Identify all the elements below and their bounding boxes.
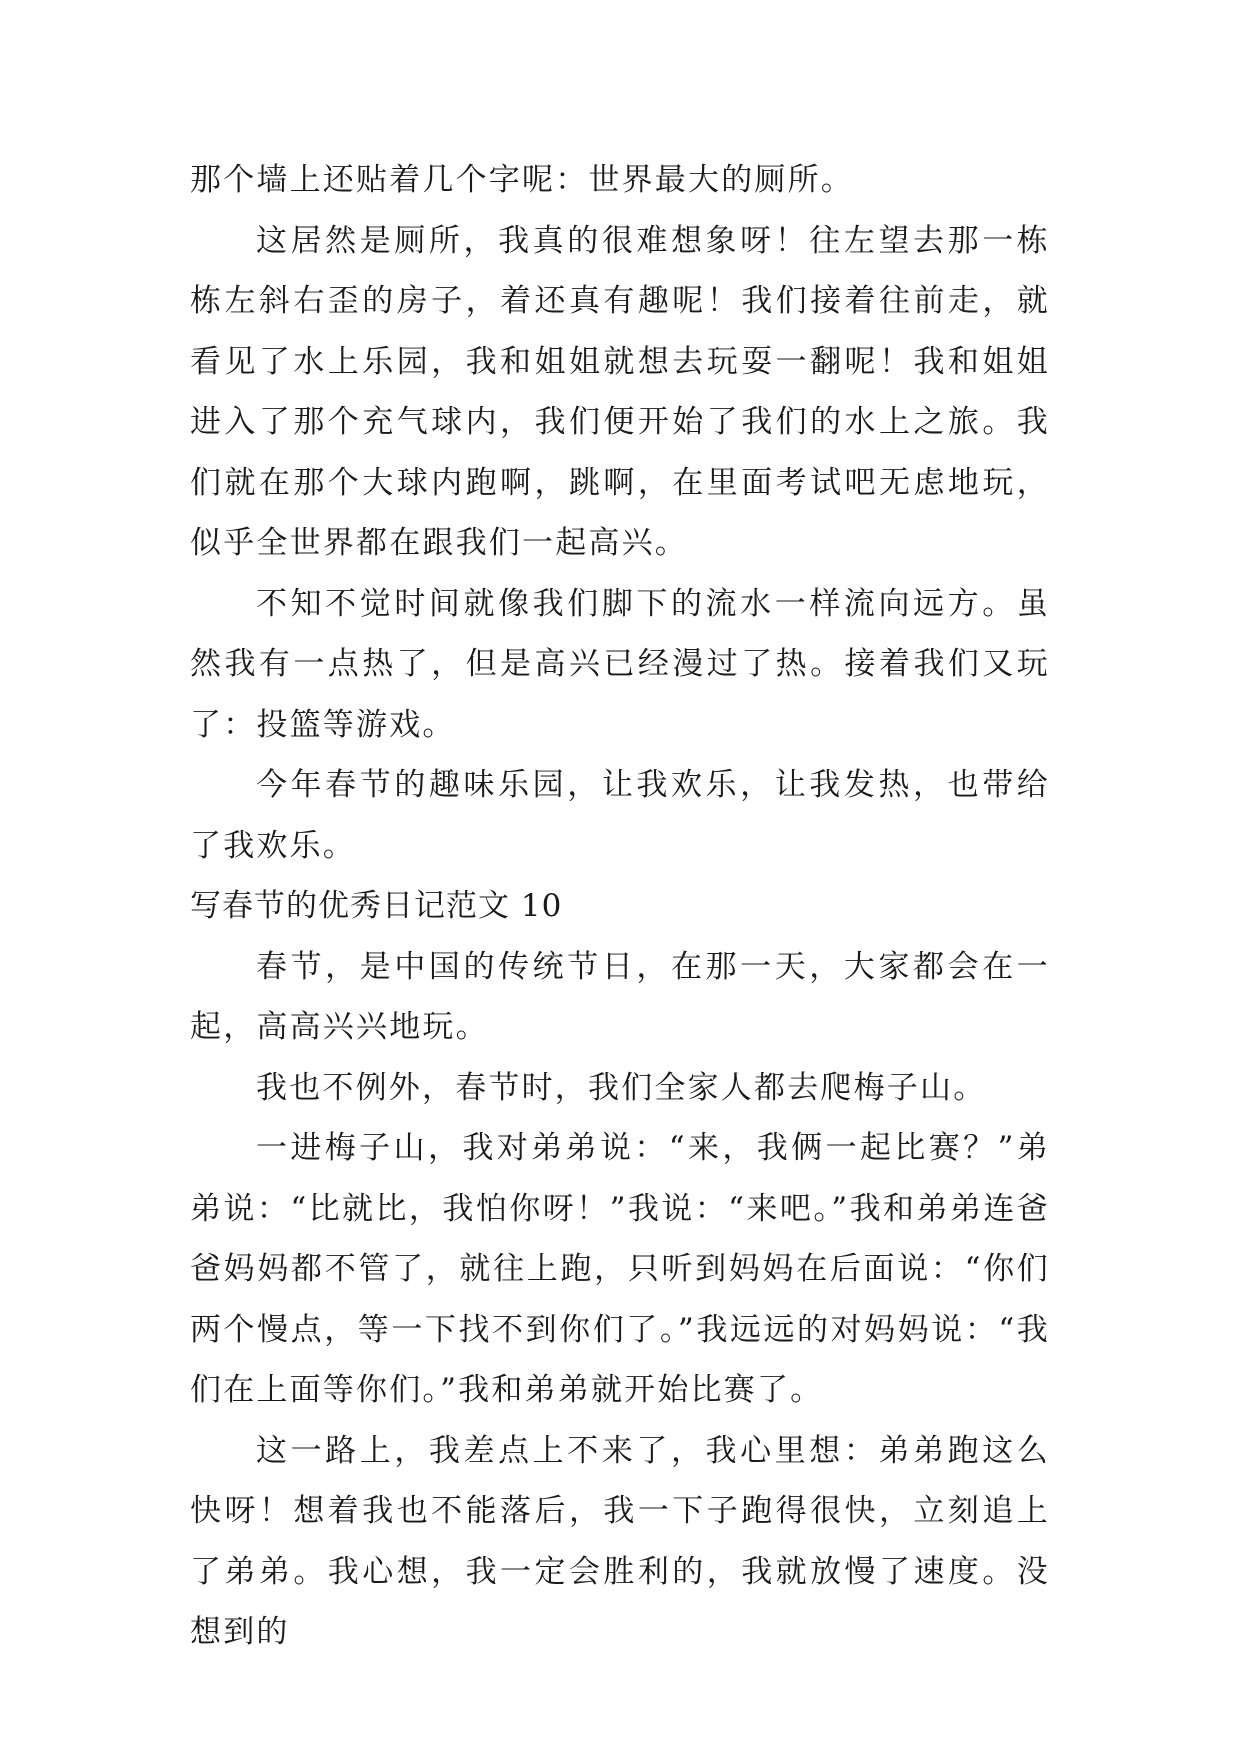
paragraph: 今年春节的趣味乐园，让我欢乐，让我发热，也带给了我欢乐。 <box>190 767 1050 864</box>
paragraph: 春节，是中国的传统节日，在那一天，大家都会在一起，高高兴兴地玩。 <box>190 948 1050 1045</box>
paragraph: 不知不觉时间就像我们脚下的流水一样流向远方。虽然我有一点热了，但是高兴已经漫过了热。接着我们又玩了：投篮等游戏。 <box>190 585 1050 743</box>
paragraph: 我也不例外，春节时，我们全家人都去爬梅子山。 <box>256 1069 987 1106</box>
paragraph: 一进梅子山，我对弟弟说：“来，我俩一起比赛？”弟弟说：“比就比，我怕你呀！”我说：“来吧。”我和弟弟连爸爸妈妈都不管了，就往上跑，只听到妈妈在后面说：“你们两个慢点，等一下找不到你们了。”我远远的对妈妈说：“我们在上面等你们。”我和弟弟就开始比赛了。 <box>190 1130 1050 1408</box>
body-text <box>190 150 1050 1663</box>
section-heading: 写春节的优秀日记范文 10 <box>190 888 563 924</box>
paragraph: 这居然是厕所，我真的很难想象呀！往左望去那一栋栋左斜右歪的房子，着还真有趣呢！我们接着往前走，就看见了水上乐园，我和姐姐就想去玩耍一翻呢！我和姐姐进入了那个充气球内，我们便开始了我们的水上之旅。我们就在那个大球内跑啊，跳啊，在里面考试吧无虑地玩，似乎全世界都在跟我们一起高兴。 <box>190 222 1050 561</box>
paragraph: 这一路上，我差点上不来了，我心里想：弟弟跑这么快呀！想着我也不能落后，我一下子跑得很快，立刻追上了弟弟。我心想，我一定会胜利的，我就放慢了速度。没想到的 <box>190 1432 1050 1650</box>
paragraph: 那个墙上还贴着几个字呢：世界最大的厕所。 <box>190 162 854 198</box>
